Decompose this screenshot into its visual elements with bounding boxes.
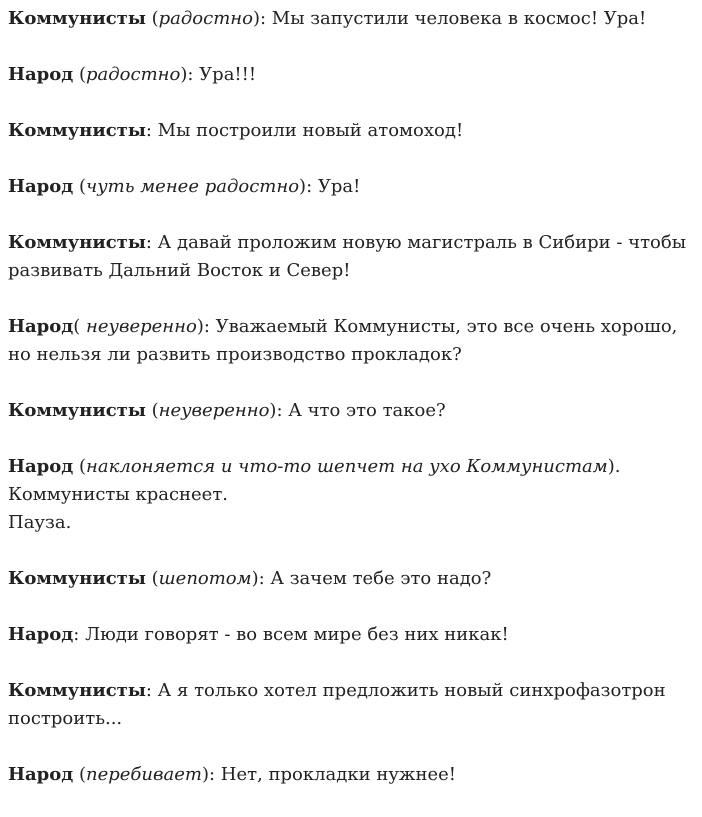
dialogue-text: [8, 5, 694, 817]
narration-line: Коммунисты краснеет.: [8, 484, 229, 505]
speaker-name: Коммунисты: [8, 232, 146, 253]
dialogue-line: Коммунисты: А давай проложим новую магистраль в Сибири - чтобы развивать Дальний Восток и Север!: [8, 232, 687, 281]
speaker-name: Коммунисты: [8, 568, 146, 589]
dialogue-line: Коммунисты: А я только хотел предложить новый синхрофазотрон построить...: [8, 680, 666, 729]
speaker-name: Народ: [8, 624, 74, 645]
dialogue-line: Коммунисты: Мы построили новый атомоход!: [8, 120, 464, 141]
stage-direction: неуверенно: [86, 316, 197, 337]
line-text: Уважаемый Коммунисты, это все очень хорошо, но нельзя ли развить производство прокладок?: [8, 316, 678, 365]
line-text: Люди говорят - во всем мире без них никак!: [85, 624, 509, 645]
speaker-name: Коммунисты: [8, 680, 146, 701]
line-text: А давай проложим новую магистраль в Сибири - чтобы развивать Дальний Восток и Север!: [8, 232, 687, 281]
stage-direction: наклоняется и что-то шепчет на ухо Коммунистам: [86, 456, 608, 477]
speaker-name: Народ: [8, 456, 74, 477]
speaker-name: Коммунисты: [8, 400, 146, 421]
speaker-name: Народ: [8, 316, 74, 337]
stage-direction: перебивает: [86, 764, 202, 785]
narration-line: Пауза.: [8, 512, 72, 533]
line-text: А я только хотел предложить новый синхрофазотрон построить...: [8, 680, 666, 729]
line-text: Ура!!!: [199, 64, 257, 85]
line-text: А зачем тебе это надо?: [270, 568, 492, 589]
stage-direction: радостно: [158, 8, 253, 29]
dialogue-line: Народ (радостно): Ура!!!: [8, 64, 257, 85]
line-text: Нет, прокладки нужнее!: [220, 764, 457, 785]
stage-direction: неуверенно: [158, 400, 270, 421]
stage-direction: радостно: [86, 64, 181, 85]
dialogue-line: Народ (наклоняется и что-то шепчет на ухо Коммунистам). Коммунисты краснеет. Пауза.: [8, 453, 694, 537]
line-text: А что это такое?: [288, 400, 446, 421]
speaker-name: Коммунисты: [8, 120, 146, 141]
line-text: Мы запустили человека в космос! Ура!: [271, 8, 647, 29]
dialogue-line: Коммунисты (радостно): Мы запустили человека в космос! Ура!: [8, 8, 647, 29]
dialogue-line: Народ: Люди говорят - во всем мире без них никак!: [8, 624, 509, 645]
dialogue-line: Коммунисты (шепотом): А зачем тебе это надо?: [8, 568, 492, 589]
dialogue-line: Народ (чуть менее радостно): Ура!: [8, 176, 361, 197]
line-text: Мы построили новый атомоход!: [157, 120, 464, 141]
dialogue-line: Народ (перебивает): Нет, прокладки нужнее!: [8, 764, 457, 785]
line-text: Ура!: [317, 176, 361, 197]
speaker-name: Коммунисты: [8, 8, 146, 29]
stage-direction: чуть менее радостно: [86, 176, 300, 197]
speaker-name: Народ: [8, 176, 74, 197]
dialogue-line: Народ( неуверенно): Уважаемый Коммунисты, это все очень хорошо, но нельзя ли развить производство прокладок?: [8, 316, 678, 365]
speaker-name: Народ: [8, 64, 74, 85]
dialogue-line: Коммунисты (неуверенно): А что это такое?: [8, 400, 446, 421]
speaker-name: Народ: [8, 764, 74, 785]
stage-direction: шепотом: [158, 568, 252, 589]
